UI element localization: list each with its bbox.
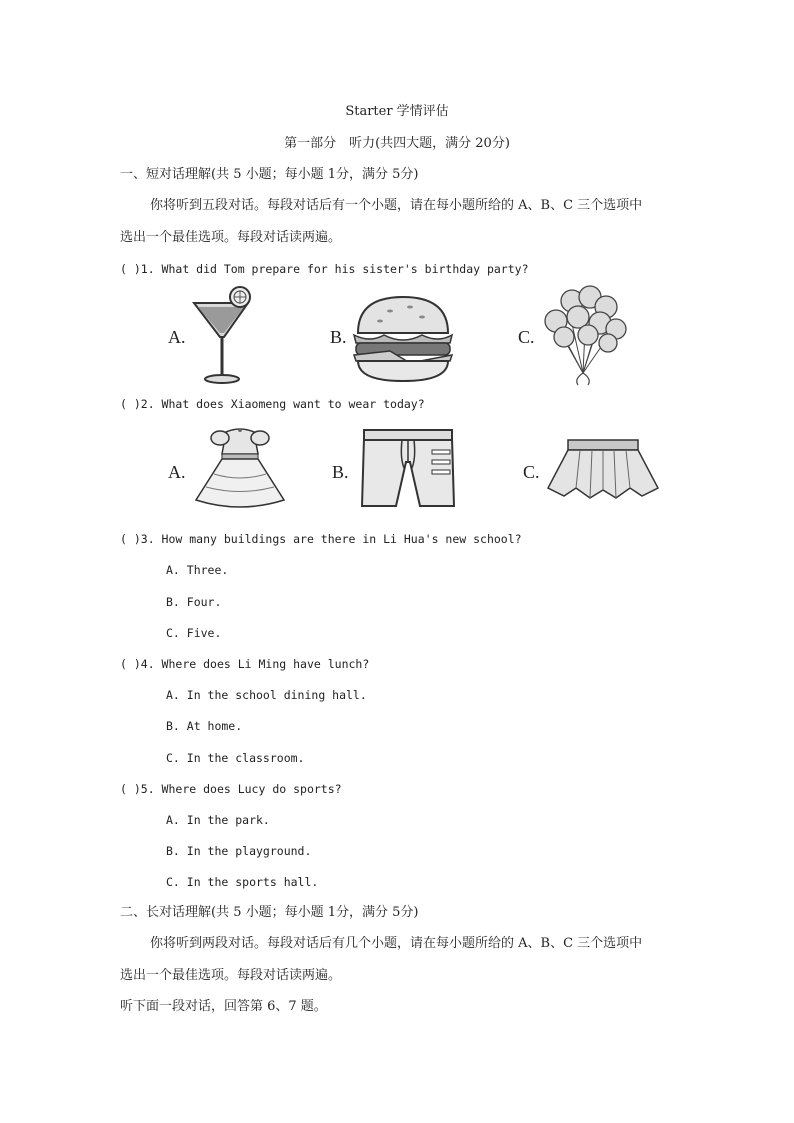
question-3 bbox=[120, 531, 522, 547]
answer-bracket[interactable]: ( ) bbox=[120, 657, 141, 671]
balloons-icon bbox=[538, 285, 628, 387]
option-letter: A. bbox=[168, 462, 186, 482]
question-2 bbox=[120, 396, 425, 412]
cocktail-glass-icon bbox=[190, 285, 254, 387]
option-letter: C. bbox=[518, 327, 535, 347]
option-letter: A. bbox=[168, 327, 186, 347]
question-text: 3. How many buildings are there in Li Hua's new school? bbox=[140, 532, 522, 546]
option-b[interactable]: B. Four. bbox=[166, 595, 222, 609]
question-1 bbox=[120, 261, 529, 277]
question-4 bbox=[120, 656, 369, 672]
option-a[interactable]: A. In the park. bbox=[166, 813, 270, 827]
skirt-icon bbox=[546, 436, 660, 502]
dress-icon bbox=[192, 424, 288, 512]
answer-bracket[interactable]: ( ) bbox=[120, 782, 141, 796]
option-letter: B. bbox=[332, 462, 349, 482]
question-text: 5. Where does Lucy do sports? bbox=[140, 782, 342, 796]
answer-bracket[interactable]: ( ) bbox=[120, 532, 141, 546]
section1-instruction-line2: 选出一个最佳选项。每段对话读两遍。 bbox=[120, 230, 342, 245]
question-text: 1. What did Tom prepare for his sister's birthday party? bbox=[140, 262, 529, 276]
option-c[interactable]: C. In the classroom. bbox=[166, 751, 305, 765]
section2-heading: 二、长对话理解(共 5 小题；每小题 1分，满分 5分) bbox=[120, 905, 419, 920]
page-title: Starter 学情评估 bbox=[345, 104, 449, 119]
shorts-icon bbox=[360, 428, 456, 510]
section1-instruction-line1: 你将听到五段对话。每段对话后有一个小题，请在每小题所给的 A、B、C 三个选项中 bbox=[150, 198, 643, 213]
question-1-picture-options bbox=[0, 285, 794, 390]
option-b[interactable]: B. In the playground. bbox=[166, 844, 312, 858]
option-a[interactable]: A. In the school dining hall. bbox=[166, 688, 367, 702]
question-text: 2. What does Xiaomeng want to wear today? bbox=[140, 397, 425, 411]
option-c[interactable]: C. Five. bbox=[166, 626, 222, 640]
hamburger-icon bbox=[350, 293, 456, 385]
option-letter: B. bbox=[330, 327, 347, 347]
question-5 bbox=[120, 781, 342, 797]
answer-bracket[interactable]: ( ) bbox=[120, 262, 141, 276]
answer-bracket[interactable]: ( ) bbox=[120, 397, 141, 411]
option-a[interactable]: A. Three. bbox=[166, 563, 229, 577]
part1-heading: 第一部分 听力(共四大题，满分 20分) bbox=[284, 136, 510, 151]
section2-instruction-line2: 选出一个最佳选项。每段对话读两遍。 bbox=[120, 968, 342, 983]
option-b[interactable]: B. At home. bbox=[166, 719, 243, 733]
section1-heading: 一、短对话理解(共 5 小题；每小题 1分，满分 5分) bbox=[120, 167, 419, 182]
question-2-picture-options bbox=[0, 422, 794, 514]
option-c[interactable]: C. In the sports hall. bbox=[166, 875, 319, 889]
section2-sub-instruction: 听下面一段对话，回答第 6、7 题。 bbox=[120, 999, 327, 1014]
section2-instruction-line1: 你将听到两段对话。每段对话后有几个小题，请在每小题所给的 A、B、C 三个选项中 bbox=[150, 936, 643, 951]
question-text: 4. Where does Li Ming have lunch? bbox=[140, 657, 370, 671]
option-letter: C. bbox=[523, 462, 540, 482]
